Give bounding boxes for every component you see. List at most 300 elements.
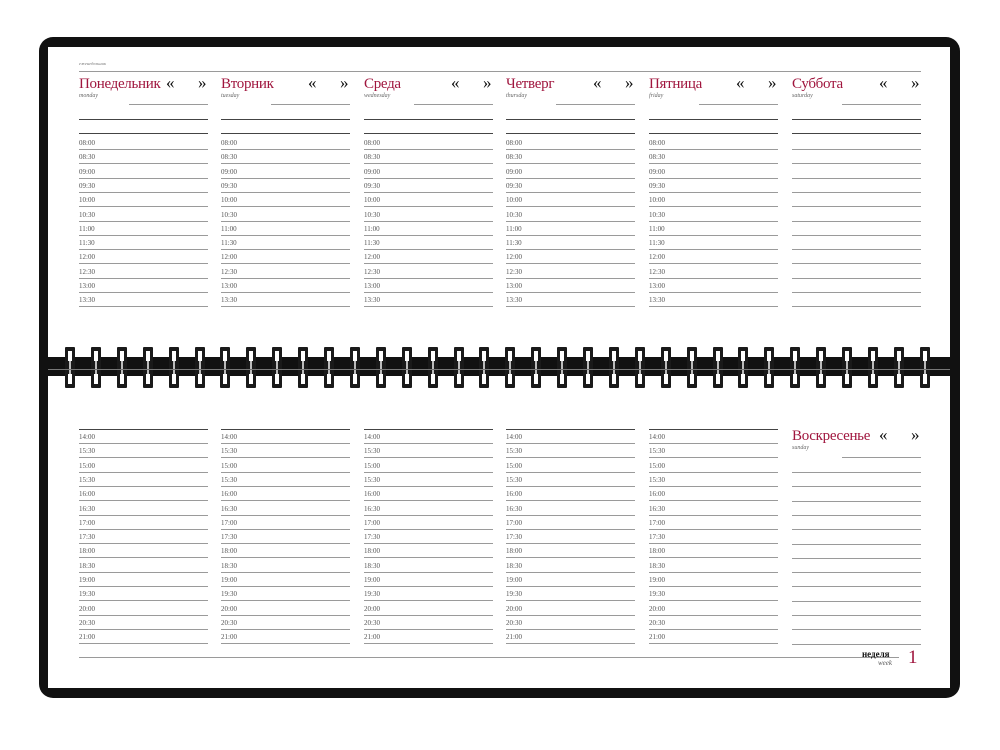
slot-line xyxy=(649,457,778,458)
day-name: Понедельник xyxy=(79,76,161,92)
slot-line xyxy=(79,278,208,279)
slot-line xyxy=(792,221,921,222)
note-line xyxy=(506,119,635,120)
slot-time: 16:30 xyxy=(79,504,95,513)
spiral-ring xyxy=(764,347,774,388)
slot-time: 08:30 xyxy=(649,153,665,162)
slot-line xyxy=(506,543,635,544)
spiral-ring xyxy=(687,347,697,388)
slot-line xyxy=(221,292,350,293)
slot-line xyxy=(79,457,208,458)
note-line xyxy=(506,133,635,134)
slot-line xyxy=(364,629,493,630)
spiral-ring xyxy=(117,347,127,388)
slot-time: 15:00 xyxy=(79,461,95,470)
slot-line xyxy=(792,192,921,193)
spiral-ring xyxy=(246,347,256,388)
week-sub-label: week xyxy=(878,659,892,667)
slot-line xyxy=(221,572,350,573)
slot-line xyxy=(649,472,778,473)
slot-line xyxy=(221,600,350,601)
slot-time: 17:30 xyxy=(79,533,95,542)
slot-time: 10:00 xyxy=(79,196,95,205)
slot-line xyxy=(221,500,350,501)
note-line xyxy=(221,119,350,120)
slot-time: 16:30 xyxy=(506,504,522,513)
slot-line xyxy=(506,515,635,516)
slot-line xyxy=(79,178,208,179)
slot-line xyxy=(649,600,778,601)
slot-line xyxy=(364,278,493,279)
slot-line xyxy=(649,543,778,544)
slot-time: 20:00 xyxy=(79,604,95,613)
slot-line xyxy=(79,443,208,444)
sunday-line xyxy=(792,629,921,630)
slot-time: 19:00 xyxy=(364,576,380,584)
slot-time: 08:00 xyxy=(506,139,522,147)
spiral-ring xyxy=(920,347,930,388)
slot-time: 12:30 xyxy=(221,267,237,276)
slot-time: 18:00 xyxy=(79,547,95,556)
note-line xyxy=(364,119,493,120)
slot-line xyxy=(221,486,350,487)
slot-time: 16:00 xyxy=(221,490,237,499)
slot-line xyxy=(506,457,635,458)
spiral-ring xyxy=(376,347,386,388)
slot-line xyxy=(792,278,921,279)
slot-time: 09:00 xyxy=(649,167,665,176)
next-nav-button[interactable]: » xyxy=(625,73,634,92)
prev-nav-button[interactable]: « xyxy=(736,73,745,92)
sunday-line xyxy=(792,572,921,573)
slot-line xyxy=(649,615,778,616)
note-line xyxy=(649,133,778,134)
prev-nav-button[interactable]: « xyxy=(879,425,888,444)
slot-time: 20:30 xyxy=(79,618,95,627)
slot-time: 13:30 xyxy=(79,296,95,305)
slot-line xyxy=(649,629,778,630)
slot-time: 14:00 xyxy=(364,433,380,441)
slot-time: 19:30 xyxy=(79,590,95,599)
slot-line xyxy=(506,586,635,587)
slot-time: 20:00 xyxy=(221,604,237,613)
note-line xyxy=(79,119,208,120)
slot-line xyxy=(79,500,208,501)
note-line xyxy=(792,133,921,134)
slot-time: 16:00 xyxy=(506,490,522,499)
slot-time: 16:30 xyxy=(221,504,237,513)
footer-rule xyxy=(79,657,899,658)
slot-line xyxy=(364,643,493,644)
spiral-ring xyxy=(324,347,334,388)
spiral-ring xyxy=(91,347,101,388)
spiral-ring xyxy=(816,347,826,388)
slot-time: 15:00 xyxy=(649,461,665,470)
slot-time: 18:00 xyxy=(364,547,380,556)
slot-time: 20:30 xyxy=(506,618,522,627)
slot-time: 09:30 xyxy=(649,181,665,190)
spiral-ring xyxy=(842,347,852,388)
slot-time: 16:00 xyxy=(649,490,665,499)
slot-time: 12:00 xyxy=(364,253,380,262)
slot-line xyxy=(506,529,635,530)
slot-line xyxy=(792,149,921,150)
next-nav-button[interactable]: » xyxy=(483,73,492,92)
slot-line xyxy=(221,643,350,644)
slot-line xyxy=(506,249,635,250)
slot-line xyxy=(649,192,778,193)
slot-line xyxy=(649,443,778,444)
slot-line xyxy=(221,629,350,630)
slot-time: 09:00 xyxy=(221,167,237,176)
slot-time: 08:00 xyxy=(649,139,665,147)
slot-line xyxy=(506,263,635,264)
slot-time: 13:30 xyxy=(649,296,665,305)
slot-time: 19:00 xyxy=(506,576,522,584)
prev-nav-button[interactable]: « xyxy=(593,73,602,92)
day-sub: friday xyxy=(649,93,664,99)
slot-time: 11:30 xyxy=(364,239,380,248)
slot-time: 15:30 xyxy=(364,447,380,456)
note-line xyxy=(221,429,350,430)
slot-line xyxy=(364,572,493,573)
next-nav-button[interactable]: » xyxy=(911,73,920,92)
slot-time: 11:00 xyxy=(649,224,665,233)
slot-line xyxy=(649,221,778,222)
spiral-ring xyxy=(713,347,723,388)
slot-line xyxy=(364,221,493,222)
slot-line xyxy=(506,278,635,279)
slot-time: 19:30 xyxy=(364,590,380,599)
day-sub: tuesday xyxy=(221,93,240,99)
slot-line xyxy=(792,206,921,207)
spiral-ring xyxy=(531,347,541,388)
next-nav-button[interactable]: » xyxy=(911,425,920,444)
day-sub: thursday xyxy=(506,93,527,99)
note-line xyxy=(364,429,493,430)
slot-time: 15:30 xyxy=(506,447,522,456)
slot-line xyxy=(79,543,208,544)
slot-time: 14:00 xyxy=(649,433,665,441)
day-name: Вторник xyxy=(221,76,274,92)
slot-time: 09:30 xyxy=(221,181,237,190)
slot-line xyxy=(506,486,635,487)
slot-line xyxy=(79,149,208,150)
slot-line xyxy=(506,235,635,236)
date-line xyxy=(414,104,493,105)
slot-line xyxy=(79,292,208,293)
slot-line xyxy=(506,206,635,207)
spiral-ring xyxy=(557,347,567,388)
note-line xyxy=(79,429,208,430)
slot-time: 09:30 xyxy=(364,181,380,190)
slot-line xyxy=(221,306,350,307)
prev-nav-button[interactable]: « xyxy=(308,73,317,92)
slot-time: 09:30 xyxy=(79,181,95,190)
prev-nav-button[interactable]: « xyxy=(166,73,175,92)
slot-time: 12:00 xyxy=(506,253,522,262)
spiral-ring xyxy=(505,347,515,388)
slot-time: 21:00 xyxy=(506,633,522,642)
slot-line xyxy=(79,515,208,516)
slot-line xyxy=(79,206,208,207)
slot-line xyxy=(649,149,778,150)
slot-line xyxy=(649,249,778,250)
slot-time: 10:00 xyxy=(221,196,237,205)
sunday-name: Воскресенье xyxy=(792,428,871,444)
slot-line xyxy=(221,163,350,164)
slot-line xyxy=(364,486,493,487)
slot-time: 15:00 xyxy=(364,461,380,470)
slot-time: 13:30 xyxy=(364,296,380,305)
slot-time: 18:30 xyxy=(506,561,522,570)
slot-line xyxy=(79,572,208,573)
spiral-ring xyxy=(894,347,904,388)
slot-time: 17:00 xyxy=(221,518,237,527)
date-line xyxy=(842,457,921,458)
sunday-line xyxy=(792,544,921,545)
slot-line xyxy=(506,192,635,193)
slot-time: 19:00 xyxy=(221,576,237,584)
slot-line xyxy=(649,163,778,164)
slot-time: 13:00 xyxy=(649,282,665,290)
prev-nav-button[interactable]: « xyxy=(451,73,460,92)
slot-line xyxy=(506,572,635,573)
spiral-ring xyxy=(738,347,748,388)
slot-time: 19:00 xyxy=(649,576,665,584)
slot-time: 10:00 xyxy=(649,196,665,205)
spiral-ring xyxy=(169,347,179,388)
sunday-line xyxy=(792,644,921,645)
slot-line xyxy=(79,263,208,264)
slot-line xyxy=(221,249,350,250)
slot-line xyxy=(364,263,493,264)
slot-line xyxy=(221,235,350,236)
slot-line xyxy=(79,221,208,222)
header-label: еженедельник xyxy=(79,61,106,66)
spiral-ring xyxy=(220,347,230,388)
prev-nav-button[interactable]: « xyxy=(879,73,888,92)
slot-time: 13:00 xyxy=(221,282,237,290)
slot-time: 09:30 xyxy=(506,181,522,190)
slot-line xyxy=(649,643,778,644)
slot-line xyxy=(364,586,493,587)
slot-line xyxy=(364,557,493,558)
slot-time: 20:00 xyxy=(364,604,380,613)
slot-time: 15:30 xyxy=(649,475,665,484)
slot-line xyxy=(364,615,493,616)
slot-line xyxy=(221,615,350,616)
slot-time: 20:30 xyxy=(649,618,665,627)
slot-line xyxy=(506,643,635,644)
slot-line xyxy=(506,178,635,179)
slot-time: 08:00 xyxy=(221,139,237,147)
slot-line xyxy=(364,306,493,307)
sunday-line xyxy=(792,601,921,602)
slot-line xyxy=(364,600,493,601)
slot-line xyxy=(79,600,208,601)
spiral-ring xyxy=(65,347,75,388)
slot-time: 14:00 xyxy=(221,433,237,441)
slot-line xyxy=(792,163,921,164)
slot-line xyxy=(506,443,635,444)
date-line xyxy=(271,104,350,105)
slot-time: 11:00 xyxy=(221,224,237,233)
slot-time: 20:30 xyxy=(221,618,237,627)
slot-line xyxy=(221,543,350,544)
slot-time: 20:00 xyxy=(506,604,522,613)
slot-line xyxy=(364,529,493,530)
slot-time: 09:00 xyxy=(79,167,95,176)
spiral-ring xyxy=(272,347,282,388)
slot-time: 08:00 xyxy=(364,139,380,147)
slot-time: 18:30 xyxy=(364,561,380,570)
spiral-ring xyxy=(195,347,205,388)
spiral-ring xyxy=(790,347,800,388)
slot-time: 11:00 xyxy=(79,224,95,233)
slot-time: 17:30 xyxy=(364,533,380,542)
day-sub: monday xyxy=(79,93,98,99)
note-line xyxy=(649,429,778,430)
slot-line xyxy=(79,192,208,193)
slot-line xyxy=(221,529,350,530)
slot-time: 17:30 xyxy=(506,533,522,542)
sunday-line xyxy=(792,486,921,487)
slot-line xyxy=(506,500,635,501)
slot-line xyxy=(649,263,778,264)
slot-time: 14:00 xyxy=(506,433,522,441)
slot-time: 11:30 xyxy=(506,239,522,248)
header-rule xyxy=(79,71,921,72)
spiral-ring xyxy=(454,347,464,388)
spiral-ring xyxy=(868,347,878,388)
slot-time: 15:30 xyxy=(79,475,95,484)
slot-line xyxy=(221,443,350,444)
slot-line xyxy=(364,543,493,544)
day-name: Суббота xyxy=(792,76,843,92)
slot-time: 15:00 xyxy=(221,461,237,470)
slot-time: 15:30 xyxy=(364,475,380,484)
slot-time: 16:30 xyxy=(364,504,380,513)
slot-line xyxy=(649,178,778,179)
sunday-line xyxy=(792,501,921,502)
note-line xyxy=(364,133,493,134)
spiral-ring xyxy=(143,347,153,388)
slot-line xyxy=(649,486,778,487)
day-sub: wednesday xyxy=(364,93,391,99)
date-line xyxy=(129,104,208,105)
spiral-ring xyxy=(428,347,438,388)
slot-time: 19:30 xyxy=(506,590,522,599)
note-line xyxy=(792,119,921,120)
slot-line xyxy=(792,178,921,179)
slot-line xyxy=(221,221,350,222)
bottom-page xyxy=(48,376,950,688)
slot-time: 11:30 xyxy=(221,239,237,248)
slot-time: 18:30 xyxy=(221,561,237,570)
slot-time: 15:30 xyxy=(79,447,95,456)
slot-time: 19:30 xyxy=(649,590,665,599)
slot-time: 12:00 xyxy=(649,253,665,262)
slot-line xyxy=(649,292,778,293)
next-nav-button[interactable]: » xyxy=(340,73,349,92)
spiral-ring xyxy=(479,347,489,388)
slot-time: 10:00 xyxy=(364,196,380,205)
slot-line xyxy=(79,486,208,487)
sunday-line xyxy=(792,615,921,616)
slot-time: 10:00 xyxy=(506,196,522,205)
slot-line xyxy=(79,235,208,236)
slot-time: 19:30 xyxy=(221,590,237,599)
slot-time: 18:00 xyxy=(506,547,522,556)
slot-time: 16:00 xyxy=(364,490,380,499)
next-nav-button[interactable]: » xyxy=(198,73,207,92)
slot-time: 18:00 xyxy=(221,547,237,556)
slot-time: 17:30 xyxy=(649,533,665,542)
slot-line xyxy=(79,249,208,250)
note-line xyxy=(221,133,350,134)
slot-line xyxy=(649,515,778,516)
slot-line xyxy=(506,149,635,150)
slot-line xyxy=(506,472,635,473)
sunday-sub: sunday xyxy=(792,445,809,451)
week-label: неделя xyxy=(862,649,890,659)
note-line xyxy=(506,429,635,430)
slot-time: 12:30 xyxy=(79,267,95,276)
slot-time: 12:00 xyxy=(221,253,237,262)
slot-line xyxy=(649,306,778,307)
slot-line xyxy=(221,149,350,150)
slot-time: 17:00 xyxy=(649,518,665,527)
next-nav-button[interactable]: » xyxy=(768,73,777,92)
slot-time: 15:30 xyxy=(649,447,665,456)
slot-line xyxy=(364,206,493,207)
slot-line xyxy=(79,557,208,558)
spiral-ring xyxy=(661,347,671,388)
slot-line xyxy=(364,500,493,501)
sunday-line xyxy=(792,586,921,587)
slot-time: 12:30 xyxy=(364,267,380,276)
slot-time: 15:30 xyxy=(221,475,237,484)
slot-time: 11:30 xyxy=(79,239,95,248)
slot-time: 09:00 xyxy=(506,167,522,176)
slot-line xyxy=(649,557,778,558)
note-line xyxy=(649,119,778,120)
slot-time: 13:00 xyxy=(506,282,522,290)
slot-line xyxy=(506,221,635,222)
spiral-ring xyxy=(635,347,645,388)
slot-line xyxy=(364,443,493,444)
slot-line xyxy=(221,457,350,458)
slot-time: 15:30 xyxy=(221,447,237,456)
slot-line xyxy=(792,263,921,264)
slot-time: 17:00 xyxy=(506,518,522,527)
slot-line xyxy=(506,292,635,293)
slot-line xyxy=(364,515,493,516)
slot-line xyxy=(649,500,778,501)
slot-time: 09:00 xyxy=(364,167,380,176)
date-line xyxy=(556,104,635,105)
slot-time: 18:00 xyxy=(649,547,665,556)
spiral-ring xyxy=(402,347,412,388)
slot-time: 10:30 xyxy=(221,210,237,219)
slot-line xyxy=(364,192,493,193)
slot-time: 10:30 xyxy=(506,210,522,219)
slot-line xyxy=(792,306,921,307)
slot-time: 20:30 xyxy=(364,618,380,627)
day-sub: saturday xyxy=(792,93,813,99)
slot-time: 08:00 xyxy=(79,139,95,147)
